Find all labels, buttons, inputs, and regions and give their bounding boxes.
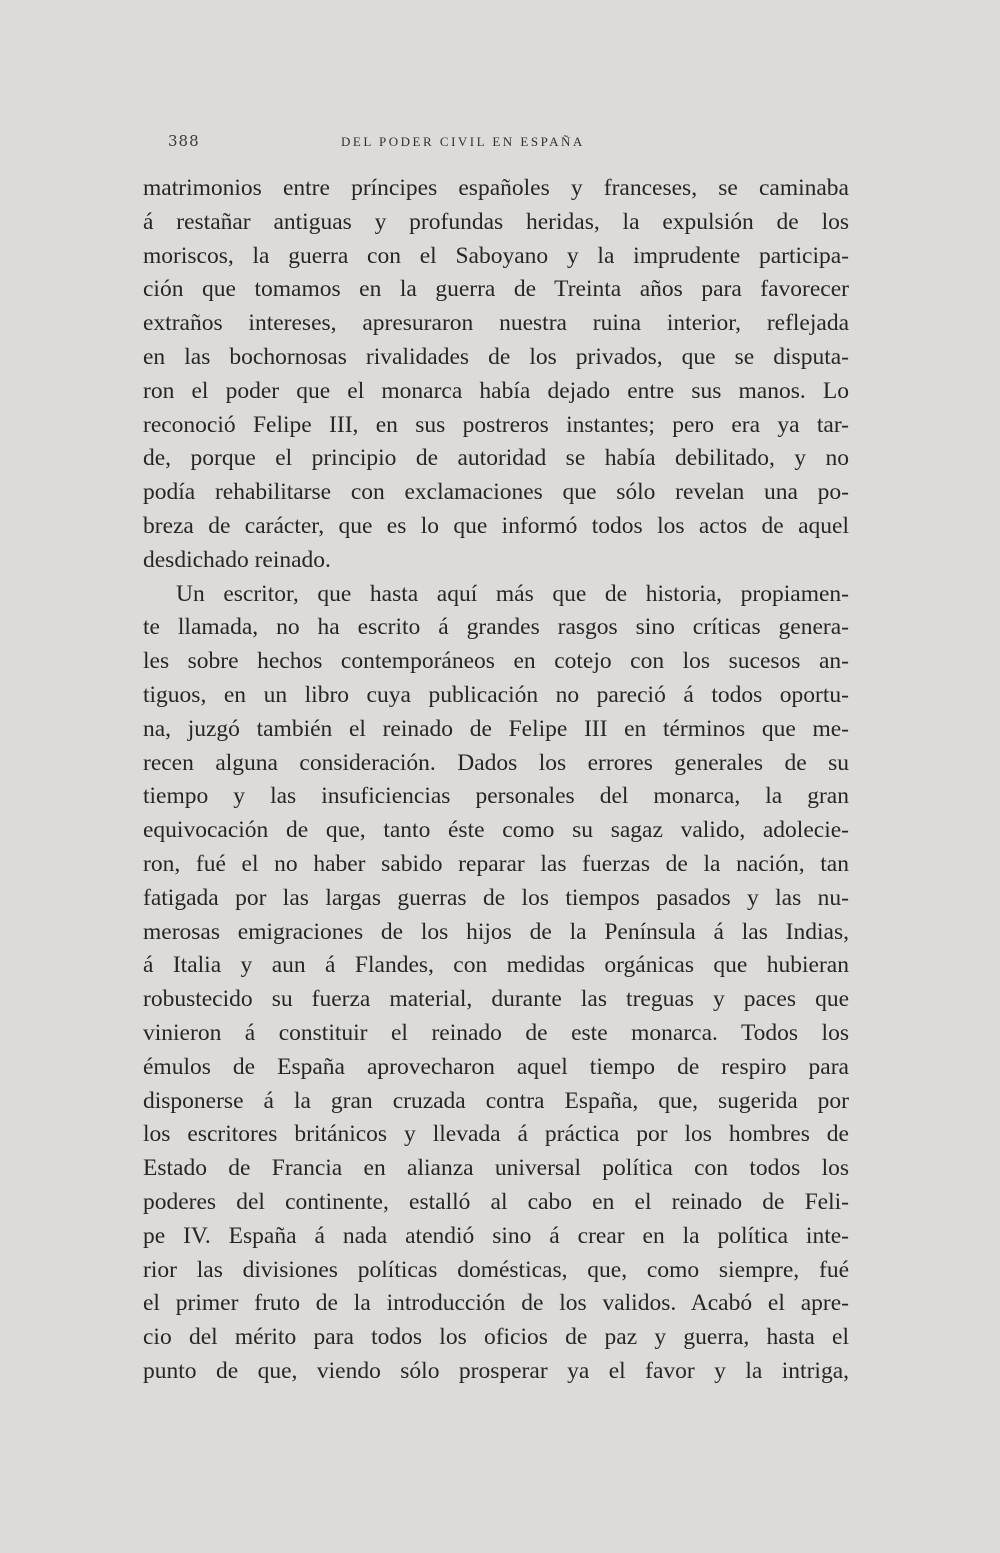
body-text — [143, 172, 849, 1389]
text-line: ción que tomamos en la guerra de Treinta años para favorecer — [143, 276, 849, 303]
text-line: el primer fruto de la introducción de los validos. Acabó el apre- — [143, 1290, 849, 1317]
text-line: na, juzgó también el reinado de Felipe III en términos que me- — [143, 715, 849, 742]
text-line: tiempo y las insuficiencias personales del monarca, la gran — [143, 783, 849, 810]
text-line: desdichado reinado. — [143, 546, 331, 573]
text-line: matrimonios entre príncipes españoles y franceses, se caminaba — [143, 175, 849, 201]
page-header — [168, 132, 648, 162]
text-line: poderes del continente, estalló al cabo en el reinado de Feli- — [143, 1188, 849, 1215]
text-line: merosas emigraciones de los hijos de la Península á las Indias, — [143, 918, 849, 945]
text-line: disponerse á la gran cruzada contra España, que, sugerida por — [143, 1087, 849, 1114]
text-line: te llamada, no ha escrito á grandes rasgos sino críticas genera- — [143, 614, 849, 641]
paragraph-2 — [143, 578, 849, 1389]
text-line: punto de que, viendo sólo prosperar ya el favor y la intriga, — [143, 1357, 849, 1384]
text-line: extraños intereses, apresuraron nuestra ruina interior, reflejada — [143, 310, 849, 337]
text-line: ron, fué el no haber sabido reparar las fuerzas de la nación, tan — [143, 850, 849, 877]
page-number: 388 — [168, 132, 200, 150]
running-head: DEL PODER CIVIL EN ESPAÑA — [341, 134, 585, 149]
text-line: fatigada por las largas guerras de los tiempos pasados y las nu- — [143, 884, 849, 911]
text-line: rior las divisiones políticas domésticas, que, como siempre, fué — [143, 1256, 849, 1283]
text-line: en las bochornosas rivalidades de los privados, que se disputa- — [143, 343, 849, 370]
text-line: breza de carácter, que es lo que informó todos los actos de aquel — [143, 512, 849, 539]
paragraph-1 — [143, 172, 849, 578]
text-line: ron el poder que el monarca había dejado entre sus manos. Lo — [143, 377, 849, 404]
text-line: equivocación de que, tanto éste como su sagaz valido, adolecie- — [143, 817, 849, 844]
text-line: les sobre hechos contemporáneos en cotejo con los sucesos an- — [143, 648, 849, 675]
text-line: los escritores británicos y llevada á práctica por los hombres de — [143, 1121, 849, 1148]
text-line: cio del mérito para todos los oficios de paz y guerra, hasta el — [143, 1324, 849, 1351]
text-line: reconoció Felipe III, en sus postreros instantes; pero era ya tar- — [143, 411, 849, 438]
text-line: recen alguna consideración. Dados los errores generales de su — [143, 749, 849, 776]
text-line: vinieron á constituir el reinado de este monarca. Todos los — [143, 1019, 849, 1046]
text-line: émulos de España aprovecharon aquel tiempo de respiro para — [143, 1053, 849, 1080]
text-line: robustecido su fuerza material, durante las treguas y paces que — [143, 986, 849, 1013]
text-line: pe IV. España á nada atendió sino á crear en la política inte- — [143, 1222, 849, 1249]
text-line: tiguos, en un libro cuya publicación no pareció á todos oportu- — [143, 681, 849, 708]
text-line: de, porque el principio de autoridad se había debilitado, y no — [143, 445, 849, 472]
text-line: Estado de Francia en alianza universal política con todos los — [143, 1155, 849, 1182]
text-line: podía rehabilitarse con exclamaciones que sólo revelan una po- — [143, 479, 849, 506]
text-line: á restañar antiguas y profundas heridas, la expulsión de los — [143, 208, 849, 235]
text-line: á Italia y aun á Flandes, con medidas orgánicas que hubieran — [143, 952, 849, 979]
text-line: Un escritor, que hasta aquí más que de historia, propiamen- — [176, 580, 849, 607]
text-line: moriscos, la guerra con el Saboyano y la imprudente participa- — [143, 242, 849, 269]
